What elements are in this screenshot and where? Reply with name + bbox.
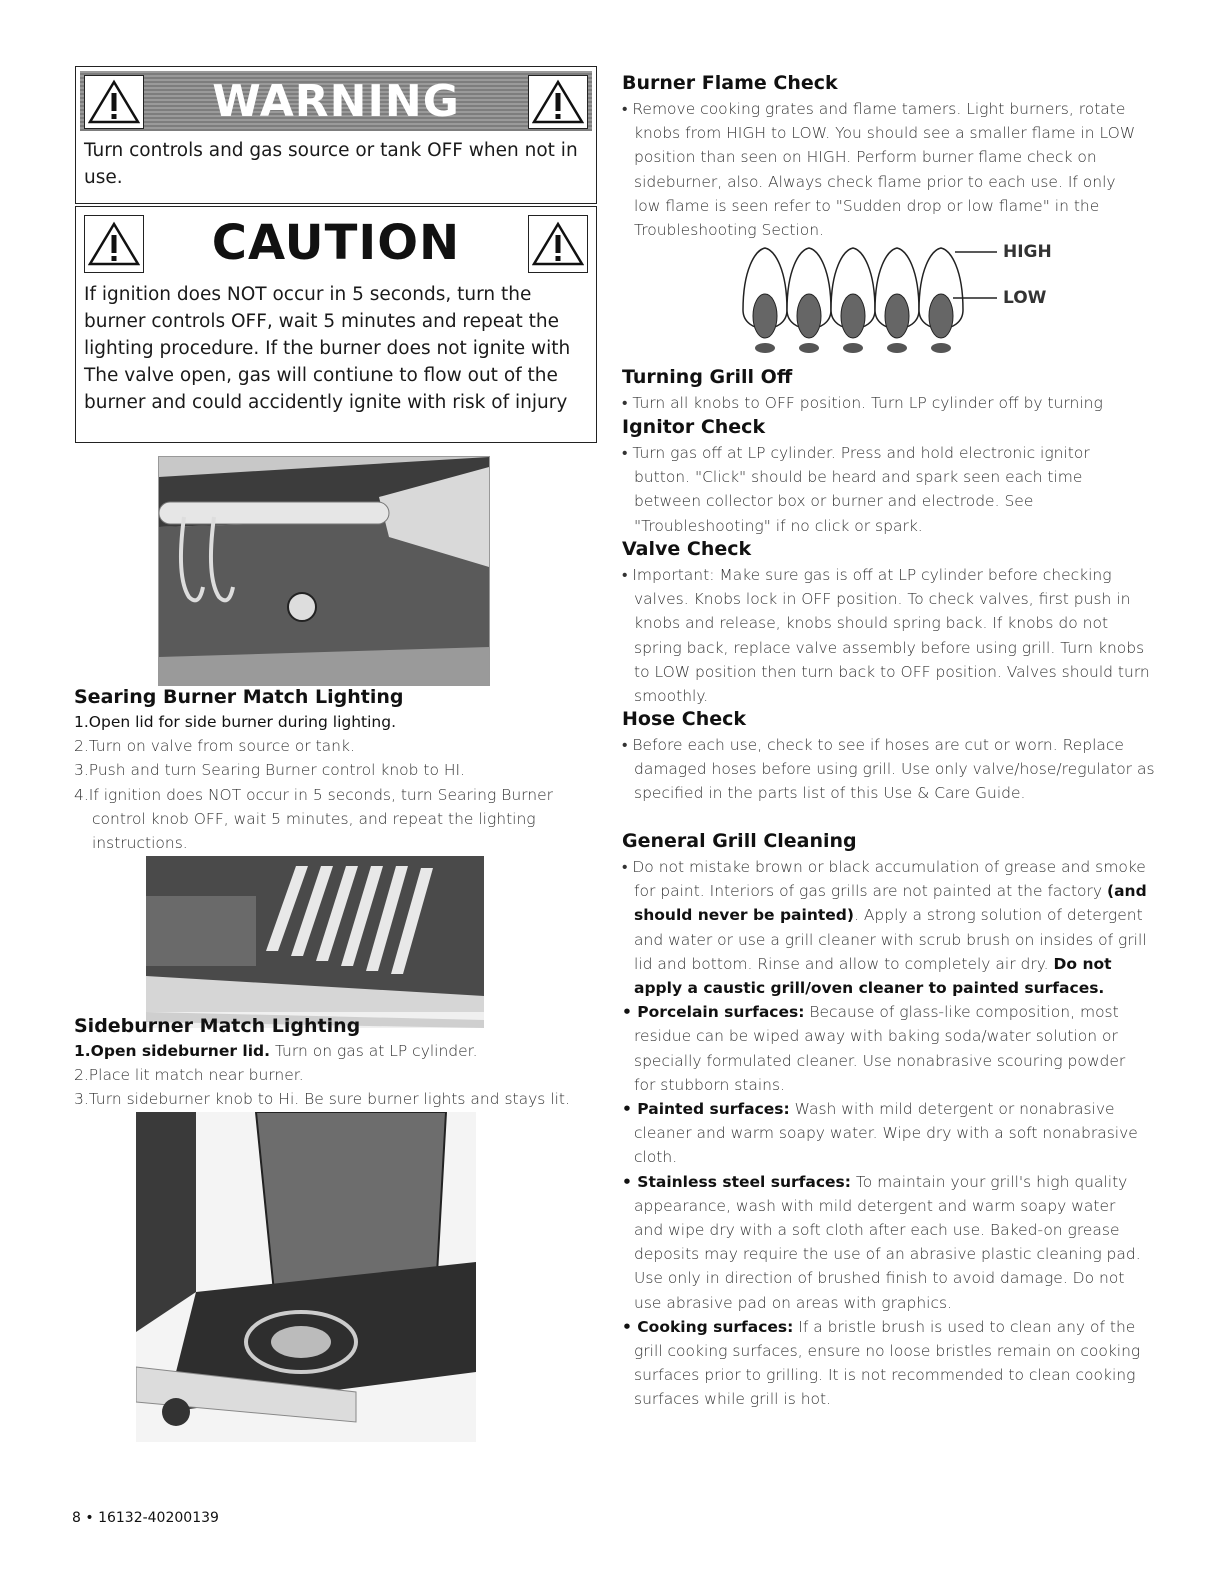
flame-diagram bbox=[735, 240, 1055, 358]
searing-step-3: 3.Push and turn Searing Burner control knob to HI. bbox=[74, 761, 466, 780]
caution-body: If ignition does NOT occur in 5 seconds, turn the burner controls OFF, wait 5 minutes and repeat the lighting procedure. If the burner does not ignite with The valve open, gas will contiune to flow out of the burner and could accidently ignite with risk of injury bbox=[84, 284, 571, 413]
stainless-label: • Stainless steel surfaces: bbox=[622, 1172, 851, 1191]
sideburner-step-1-rest: Turn on gas at LP cylinder. bbox=[270, 1042, 478, 1060]
warning-header bbox=[80, 71, 592, 131]
sideburner-title: Sideburner Match Lighting bbox=[74, 1015, 361, 1037]
flame-check-body: • Remove cooking grates and flame tamers. Light burners, rotate knobs from HIGH to LOW. You should see a smaller flame in LOW position than seen on HIGH. Perform burner flame check on sideburner, also. Always check flame prior to each use. If only low flame is seen refer to "Sudden drop or low flame" in the Troubleshooting Section. bbox=[622, 100, 1136, 240]
flame-label-low: LOW bbox=[1003, 288, 1047, 308]
warning-body: Turn controls and gas source or tank OFF when not in use. bbox=[84, 140, 578, 188]
cleaning-paragraph-stainless bbox=[622, 1170, 1147, 1315]
searing-step-4: 4.If ignition does NOT occur in 5 seconds, turn Searing Burner control knob OFF, wait 5 minutes, and repeat the lighting instructions. bbox=[74, 785, 554, 853]
cleaning-paragraph-porcelain bbox=[622, 1000, 1147, 1097]
caution-triangle-icon bbox=[84, 215, 144, 273]
cleaning-paragraph-1 bbox=[622, 855, 1147, 1000]
cleaning-title: General Grill Cleaning bbox=[622, 830, 857, 852]
sideburner-step-1-bold: 1.Open sideburner lid. bbox=[74, 1042, 271, 1060]
hose-title: Hose Check bbox=[622, 708, 747, 730]
sideburner-steps bbox=[74, 1039, 594, 1112]
cleaning-p1-warning: Do not apply a caustic grill/oven cleaner to painted surfaces. bbox=[634, 954, 1112, 998]
painted-text: Wash with mild detergent or nonabrasive cleaner and warm soapy water. Wipe dry with a soft nonabrasive cloth. bbox=[634, 1100, 1138, 1167]
valve-title: Valve Check bbox=[622, 538, 752, 560]
painted-label: • Painted surfaces: bbox=[622, 1100, 790, 1119]
caution-box bbox=[75, 206, 597, 443]
cleaning-body bbox=[622, 855, 1147, 1412]
sideburner-step-2: 2.Place lit match near burner. bbox=[74, 1066, 304, 1085]
searing-burner-photo bbox=[158, 456, 490, 686]
cleaning-paragraph-cooking bbox=[622, 1315, 1147, 1412]
caution-triangle-icon bbox=[528, 215, 588, 273]
valve-body: • Important: Make sure gas is off at LP cylinder before checking valves. Knobs lock in OFF position. To check valves, first push in knobs and release, knobs should spring back. If knobs do not spring back, replace valve assembly before using grill. Turn knobs to LOW position then turn back to OFF position. Valves should turn smoothly. bbox=[622, 566, 1150, 706]
warning-triangle-icon bbox=[84, 75, 144, 129]
ignitor-title: Ignitor Check bbox=[622, 416, 766, 438]
searing-steps bbox=[74, 710, 574, 855]
turning-off-body: • Turn all knobs to OFF position. Turn LP cylinder off by turning bbox=[622, 394, 1103, 412]
cleaning-p1-text-2: . Apply a strong solution of detergent and water or use a grill cleaner with scrub brush on insides of grill lid and bottom. Rinse and allow to completely air dry. bbox=[634, 906, 1147, 973]
turning-off-title: Turning Grill Off bbox=[622, 366, 793, 388]
warning-box bbox=[75, 66, 597, 204]
warning-title: WARNING bbox=[212, 75, 460, 127]
caution-header bbox=[80, 211, 592, 275]
ignitor-body: • Turn gas off at LP cylinder. Press and hold electronic ignitor button. "Click" should be heard and spark seen each time between collector box or burner and electrode. See "Troubleshooting" if no click or spark. bbox=[622, 444, 1090, 535]
caution-title: CAUTION bbox=[211, 215, 461, 271]
flame-check-title: Burner Flame Check bbox=[622, 72, 838, 94]
cleaning-paragraph-painted bbox=[622, 1097, 1147, 1170]
sideburner-step-3: 3.Turn sideburner knob to Hi. Be sure burner lights and stays lit. bbox=[74, 1090, 570, 1109]
grill-grate-photo bbox=[146, 856, 484, 1012]
cooking-label: • Cooking surfaces: bbox=[622, 1317, 794, 1336]
cleaning-p1-bold: (and should never be painted) bbox=[634, 882, 1147, 925]
porcelain-label: • Porcelain surfaces: bbox=[622, 1003, 805, 1022]
cleaning-p1-text: • Do not mistake brown or black accumulation of grease and smoke for paint. Interiors of gas grills are not painted at the factory bbox=[622, 858, 1146, 901]
warning-triangle-icon bbox=[528, 75, 588, 129]
cooking-text: If a bristle brush is used to clean any of the grill cooking surfaces, ensure no loose bristles remain on cooking surfaces prior to grilling. It is not recommended to clean cooking surfaces while grill is hot. bbox=[634, 1317, 1141, 1409]
searing-title: Searing Burner Match Lighting bbox=[74, 686, 404, 708]
sideburner-photo bbox=[136, 1112, 476, 1442]
page-footer: 8 • 16132-40200139 bbox=[72, 1510, 219, 1526]
searing-step-2: 2.Turn on valve from source or tank. bbox=[74, 737, 355, 756]
flame-label-high: HIGH bbox=[1003, 242, 1052, 262]
searing-step-1: 1.Open lid for side burner during lighting. bbox=[74, 713, 397, 731]
porcelain-text: Because of glass-like composition, most residue can be wiped away with baking soda/water solution or specially formulated cleaner. Use nonabrasive scouring powder for stubborn stains. bbox=[634, 1003, 1126, 1094]
stainless-text: To maintain your grill's high quality appearance, wash with mild detergent and warm soapy water and wipe dry with a soft cloth after each use. Baked-on grease deposits may require the use of an abrasive plastic cleaning pad. Use only in direction of brushed finish to avoid damage. Do not use abrasive pad on areas with graphics. bbox=[634, 1172, 1141, 1312]
hose-body: • Before each use, check to see if hoses are cut or worn. Replace damaged hoses before using grill. Use only valve/hose/regulator as specified in the parts list of this Use & Care Guide. bbox=[622, 736, 1155, 803]
